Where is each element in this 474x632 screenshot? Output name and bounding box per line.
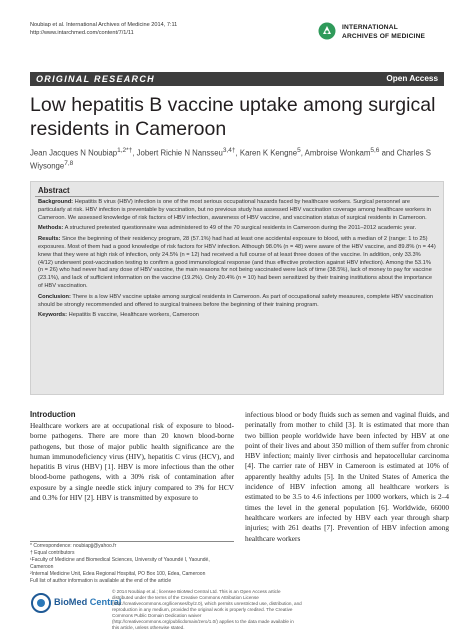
equal-contributors: † Equal contributors <box>30 549 75 556</box>
abstract-background <box>38 199 436 223</box>
conclusion-label: Conclusion: <box>38 293 71 300</box>
body-paragraph: infectious blood or body fluids such as semen and vaginal fluids, and perinatally from mother to child [3]. It is estimated that more than two billion people worldwide have been infected by HBV at one point of their lives and about 350 million of them suffer from chronic HBV infection; mainly liver cirrhosis and hepatocellular carcinoma [4]. The carrier rate of HBV in Cameroon is estimated at 10% of apparently healthy adults [5]. In the United States of America the incidence of HBV infection among all healthcare workers is estimated to be 3.5 to 4.6 infections per 1000 workers, which is 2–4 times the level in the general population [6]. Worldwide, 66000 healthcare workers are infected by HBV each year through sharp injuries; with 261 deaths [7]. Prevention of HBV infection among healthcare workers <box>245 410 449 543</box>
background-text: Hepatitis B virus (HBV) infection is one of the most serious occupational hazards faced by healthcare workers. Surgical personnel are particularly at risk. HBV infection is preventable by vaccination, but no previous study has assessed HBV vaccination coverage among healthcare workers in Cameroon. We assessed knowledge of risk factors of HBV infection, awareness of HBV vaccine, and vaccination status of surgical residents in Cameroon. <box>38 199 431 221</box>
bmc-word2: Central <box>87 597 122 607</box>
body-column-right <box>245 410 449 544</box>
conclusion-text: There is a low HBV vaccine uptake among surgical residents in Cameroon. As part of occupational safety measures, complete HBV vaccination should be strongly recommended and offered to surgical trainees before the beginning of their training program. <box>38 293 434 308</box>
affiliation: ¹Faculty of Medicine and Biomedical Sciences, University of Yaoundé I, Yaoundé, Cameroon <box>30 556 210 570</box>
abstract-divider <box>35 196 439 197</box>
bmc-word1: BioMed <box>54 597 88 607</box>
open-access-label: Open Access <box>386 74 438 83</box>
abstract-body <box>38 199 436 323</box>
citation-line: Noubiap et al. International Archives of Medicine 2014, 7:11 <box>30 22 178 28</box>
journal-logo-icon <box>318 22 336 40</box>
author-info-note: Full list of author information is available at the end of the article <box>30 577 172 584</box>
author-affiliation: 7,8 <box>64 160 74 168</box>
author-affiliation: 3,4† <box>222 147 236 154</box>
abstract-keywords <box>38 312 436 320</box>
author: , Karen K Kengne <box>235 148 298 158</box>
footnote-divider <box>30 541 234 542</box>
author: , Jobert Richie N Nansseu <box>132 148 223 158</box>
methods-text: A structured pretested questionnaire was administered to 49 of the 70 surgical residents in Cameroon during the 2011–2012 academic year. <box>64 225 417 232</box>
background-label: Background: <box>38 199 74 205</box>
affiliation: ²Internal Medicine Unit, Edea Regional Hospital, PO Box 100, Edea, Cameroon <box>30 570 206 577</box>
license-text: © 2014 Noubiap et al.; licensee BioMed Central Ltd. This is an Open Access article distributed under the terms of the Creative Commons Attribution License (http://creativecommons.org/licenses/by/2.0), which permits unrestricted use, distribution, and reproduction in any medium, provided the original work is properly credited. The Creative Commons Public Domain Dedication waiver (http://creativecommons.org/publicdomain/zero/1.0/) applies to the data made available in this article, unless otherwise stated. <box>112 589 302 630</box>
section-label: ORIGINAL RESEARCH <box>36 74 155 84</box>
abstract-results <box>38 236 436 291</box>
author-affiliation: 5,6 <box>370 147 380 154</box>
section-heading: Introduction <box>30 410 76 419</box>
author-affiliation: 1,2*† <box>117 147 133 154</box>
article-title: Low hepatitis B vaccine uptake among surgical residents in Cameroon <box>30 94 436 140</box>
body-column-left <box>30 410 234 503</box>
author-affiliation: 5 <box>297 147 301 154</box>
abstract-methods <box>38 225 436 233</box>
journal-name <box>342 24 425 41</box>
keywords-label: Keywords: <box>38 312 68 319</box>
body-paragraph: Healthcare workers are at occupational risk of exposure to blood-borne pathogens. There are more than 20 known blood-borne pathogens, but those of major public health significance are the human immunodeficiency virus (HIV), hepatitis C virus (HCV), and hepatitis B virus (HBV) [1]. HBV is more infectious than the other blood-borne pathogens, with a 30% risk of contamination after exposure by a single needle stick injury compared to 3% for HCV and 0.3% for HIV [2]. HBV is transmitted by exposure to <box>30 421 234 503</box>
article-url-link[interactable]: http://www.intarchmed.com/content/7/1/11 <box>30 29 134 36</box>
journal-name-line1: INTERNATIONAL <box>342 24 398 31</box>
abstract-conclusion <box>38 294 436 310</box>
author: , Ambroise Wonkam <box>300 148 371 158</box>
footnotes <box>30 543 234 584</box>
results-text: Since the beginning of their residency program, 28 (57.1%) had had at least one accidental exposure to blood, with a median of 2 (range: 1 to 25) exposures. Most of them had a good knowledge of risk factors for HBV infection. Although 98.0% (n = 48) were aware of the HBV vaccine, and 89.8% (n = 44) knew that they were at high risk of infection, only 24.5% (n = 12) had received a full course of at least three doses of the vaccine. In addition, only 33.3% (4/12) underwent post-vaccination testing to confirm a good immunological response (and thus effective protection against HBV infection). Among the 53.1% (n = 26) who had never had any dose of HBV vaccine, the main reasons for not being vaccinated were lack of time (38.5%), lack of money to pay for vaccine (23.1%), and lack of sufficient information on the vaccine (19.2%). Only 20.4% (n = 10) had been sensitized by their training institutions about the importance of HBV vaccination. <box>38 235 436 290</box>
abstract-heading: Abstract <box>38 186 70 195</box>
author: Jean Jacques N Noubiap <box>30 148 118 158</box>
keywords-text: Hepatitis B vaccine, Healthcare workers, Cameroon <box>68 312 199 319</box>
journal-name-line2: ARCHIVES OF MEDICINE <box>342 32 426 40</box>
citation <box>30 22 177 37</box>
correspondence-email[interactable]: * Correspondence: noubiapjj@yahoo.fr <box>30 543 117 549</box>
author-list <box>30 146 444 172</box>
methods-label: Methods: <box>38 225 64 232</box>
results-label: Results: <box>38 235 61 242</box>
author: and Charles S Wiysonge <box>30 148 431 171</box>
